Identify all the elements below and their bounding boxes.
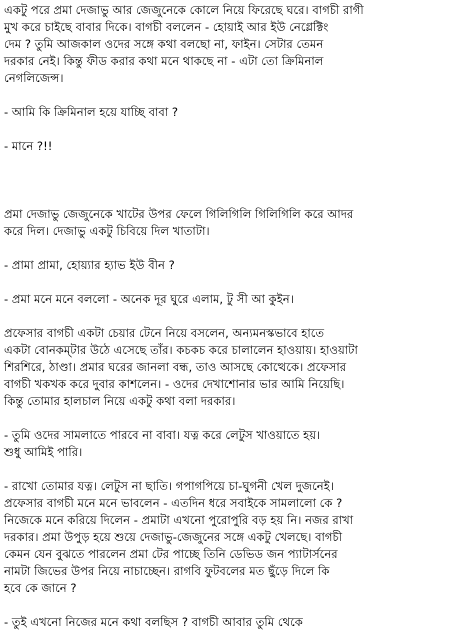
paragraph-gap (4, 274, 454, 291)
text-line: প্রমা দেজাভু জেজুনেকে খাটের উপর ফেলে গিলিগিলি গিলিগিলি করে আদর (4, 207, 354, 221)
dialogue-line: - তুমি ওদের সামলাতে পারবে না বাবা। যত্ন করে লেটুস খাওয়াতে হয়। (4, 428, 321, 442)
text-line: করে দিল। দেজাভু একটু চিবিয়ে দিল খাতাটা। (4, 224, 210, 238)
paragraph-gap (4, 87, 454, 104)
text-line: একটা বোনকম্টার উঠে এসেছে তাঁর। কচকচ করে চালালেন হাওয়ায়। হাওয়াটা (4, 343, 358, 357)
dialogue-line: - প্রমা মনে মনে বললো - অনেক দূর ঘুরে এলাম, টু সী আ কুইন। (4, 292, 294, 306)
text-line: শিরশিরে, ঠাণ্ডা। প্রমার ঘরের জানলা বন্ধ, তাও আসছে কোত্থেকে। প্রফেসার (4, 360, 347, 374)
text-line: দরকার নেই। কিন্তু ফীড করার কথা মনে থাকছে না - এটা তো ক্রিমিনাল (4, 54, 324, 68)
text-line: একটু পরে প্রমা দেজাভু আর জেজুনেকে কোলে নিয়ে ফিরেছে ঘরে। বাগচী রাগী (4, 3, 364, 17)
text-line: মুখ করে চাইছে বাবার দিকে। বাগচী বললেন - হোয়াই আর ইউ নেগ্লেক্টিং (4, 20, 329, 34)
paragraph-gap (4, 155, 454, 172)
dialogue-line: - আমি কি ক্রিমিনাল হয়ে যাচ্ছি বাবা ? (4, 105, 179, 119)
text-line: দরকার। প্রমা উপুড় হয়ে শুয়ে দেজাভু-জেজুনের সঙ্গে একটু খেলছে। বাগচী (4, 530, 343, 544)
paragraph-gap (4, 308, 454, 325)
text-line: নিজেকে মনে করিয়ে দিলেন - প্রমাটা এখনো পুরোপুরি বড় হয় নি। নজর রাখা (4, 513, 354, 527)
paragraph-gap (4, 121, 454, 138)
paragraph-gap (4, 597, 454, 614)
dialogue-line: - প্রামা প্রামা, হোয়্যার হ্যাভ ইউ বীন ? (4, 258, 175, 272)
text-line: প্রফেসার বাগচী একটা চেয়ার টেনে নিয়ে বসলেন, অন্যমনস্কভাবে হাতে (4, 326, 325, 340)
paragraph-gap (4, 410, 454, 427)
text-line: নেগলিজেন্স। (4, 71, 64, 85)
text-line: হবে কে জানে ? (4, 581, 77, 595)
text-line: প্রফেসার বাগচী মনে মনে ভাবলেন - এতদিন ধরে সবাইকে সামলালো কে ? (4, 496, 343, 510)
text-line: দেম ? তুমি আজকাল ওদের সঙ্গে কথা বলছো না, ফাইন। সেটার তেমন (4, 37, 324, 51)
dialogue-line: - মানে ?!! (4, 139, 53, 153)
text-line: নামটা জিভের উপর নিয়ে নাচাচ্ছেন। রাগবি ফুটবলের মত ছুঁড়ে দিলে কি (4, 564, 330, 578)
dialogue-line: - তুই এখনো নিজের মনে কথা বলছিস ? বাগচী আবার তুমি থেকে (4, 615, 303, 629)
text-line: কেমন যেন বুঝতে পারলেন প্রমা টের পাচ্ছে তিনি ডেভিড জন প্যাটার্সনের (4, 547, 338, 561)
text-line: কিন্তু তোমার হালচাল নিয়ে একটু কথা বলা দরকার। (4, 394, 236, 408)
text-line: শুধু আমিই পারি। (4, 445, 83, 459)
paragraph-gap (4, 461, 454, 478)
paragraph-gap (4, 172, 454, 189)
story-page (4, 2, 454, 629)
paragraph-gap (4, 189, 454, 206)
dialogue-line: - রাখো তোমার যত্ন। লেটুস না ছাতি। গপাগপিয়ে চা-ঘুগনী খেল দুজনেই। (4, 479, 334, 493)
text-line: বাগচী খকখক করে দুবার কাশলেন। - ওদের দেখাশোনার ভার আমি নিয়েছি। (4, 377, 345, 391)
paragraph-gap (4, 240, 454, 257)
